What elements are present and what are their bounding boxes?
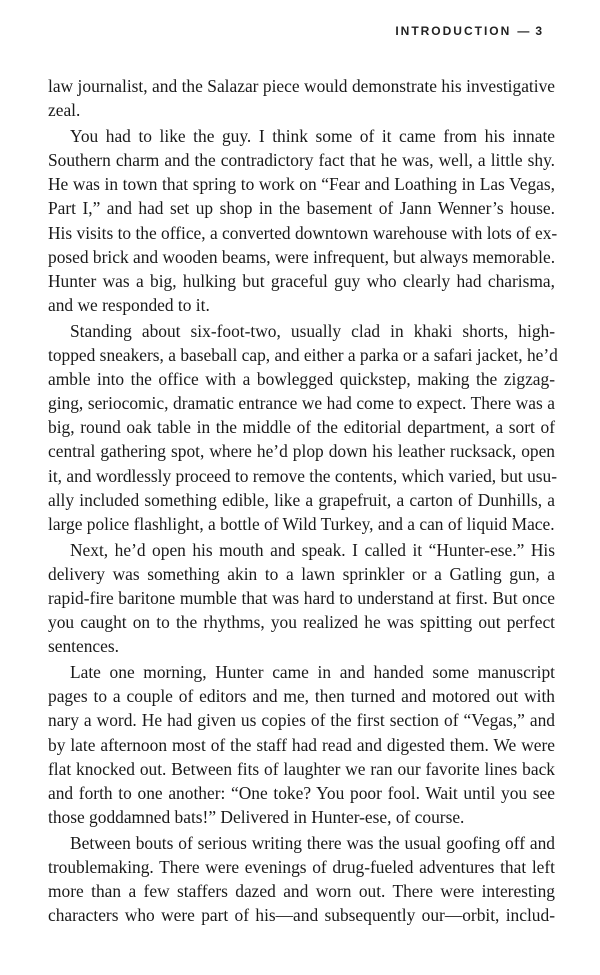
text-line: Next, he’d open his mouth and speak. I called it “Hunter-ese.” His — [70, 539, 555, 560]
paragraph — [48, 319, 558, 536]
text-line: law journalist, and the Salazar piece would demonstrate his investigative — [48, 76, 555, 96]
text-line: You had to like the guy. I think some of it came from his innate — [70, 126, 555, 147]
text-line: rapid-fire baritone mumble that was hard to understand at first. But once — [48, 587, 555, 608]
text-line: by late afternoon most of the staff had read and digested them. We were — [48, 734, 555, 755]
text-line: Late one morning, Hunter came in and handed some manuscript — [70, 662, 555, 683]
text-line: His visits to the office, a converted downtown warehouse with lots of ex- — [48, 222, 558, 243]
text-line: ally included something edible, like a grapefruit, a carton of Dunhills, a — [48, 489, 555, 510]
text-line: nary a word. He had given us copies of the first section of “Vegas,” and — [48, 710, 555, 731]
text-line: more than a few staffers dazed and worn out. There were interesting — [48, 881, 555, 902]
text-line: amble into the office with a bowlegged quickstep, making the zigzag- — [48, 369, 555, 390]
text-line: large police flashlight, a bottle of Wild Turkey, and a can of liquid Mace. — [48, 513, 555, 534]
body-text — [48, 74, 558, 929]
text-line: topped sneakers, a baseball cap, and either a parka or a safari jacket, he’d — [48, 345, 558, 366]
text-line: big, round oak table in the middle of the editorial department, a sort of — [48, 417, 555, 438]
section-title: INTRODUCTION — [395, 24, 512, 38]
text-line: zeal. — [48, 100, 81, 121]
text-line: those goddamned bats!” Delivered in Hunter-ese, of course. — [48, 806, 465, 827]
text-line: Hunter was a big, hulking but graceful guy who clearly had charisma, — [48, 270, 555, 291]
text-line: delivery was something akin to a lawn sprinkler or a Gatling gun, a — [48, 563, 555, 584]
paragraph — [48, 660, 555, 829]
text-line: and forth to one another: “One toke? You poor fool. Wait until you see — [48, 782, 555, 803]
text-line: Standing about six-foot-two, usually clad in khaki shorts, high- — [70, 320, 555, 341]
page-number: 3 — [535, 24, 544, 38]
text-line: it, and wordlessly proceed to remove the contents, which varied, but usu- — [48, 465, 558, 486]
text-line: ging, seriocomic, dramatic entrance we had come to expect. There was a — [48, 393, 555, 414]
text-line: and we responded to it. — [48, 294, 210, 315]
running-head — [395, 24, 544, 38]
text-line: sentences. — [48, 636, 119, 657]
header-separator: — — [517, 24, 530, 38]
paragraph — [48, 538, 555, 658]
paragraph — [48, 831, 555, 927]
text-line: Southern charm and the contradictory fact that he was, well, a little shy. — [48, 150, 555, 171]
text-line: troublemaking. There were evenings of drug-fueled adventures that left — [48, 857, 555, 877]
text-line: characters who were part of his—and subsequently our—orbit, includ- — [48, 905, 555, 926]
paragraph — [48, 74, 555, 122]
text-line: He was in town that spring to work on “Fear and Loathing in Las Vegas, — [48, 174, 555, 195]
text-line: central gathering spot, where he’d plop down his leather rucksack, open — [48, 441, 555, 462]
paragraph — [48, 124, 558, 317]
text-line: you caught on to the rhythms, you realized he was spitting out perfect — [48, 612, 555, 633]
text-line: flat knocked out. Between fits of laughter we ran our favorite lines back — [48, 758, 555, 779]
text-line: pages to a couple of editors and me, then turned and motored out with — [48, 686, 555, 707]
text-line: Part I,” and had set up shop in the basement of Jann Wenner’s house. — [48, 198, 555, 219]
text-line: Between bouts of serious writing there was the usual goofing off and — [70, 832, 555, 853]
text-line: posed brick and wooden beams, were infrequent, but always memorable. — [48, 246, 556, 267]
